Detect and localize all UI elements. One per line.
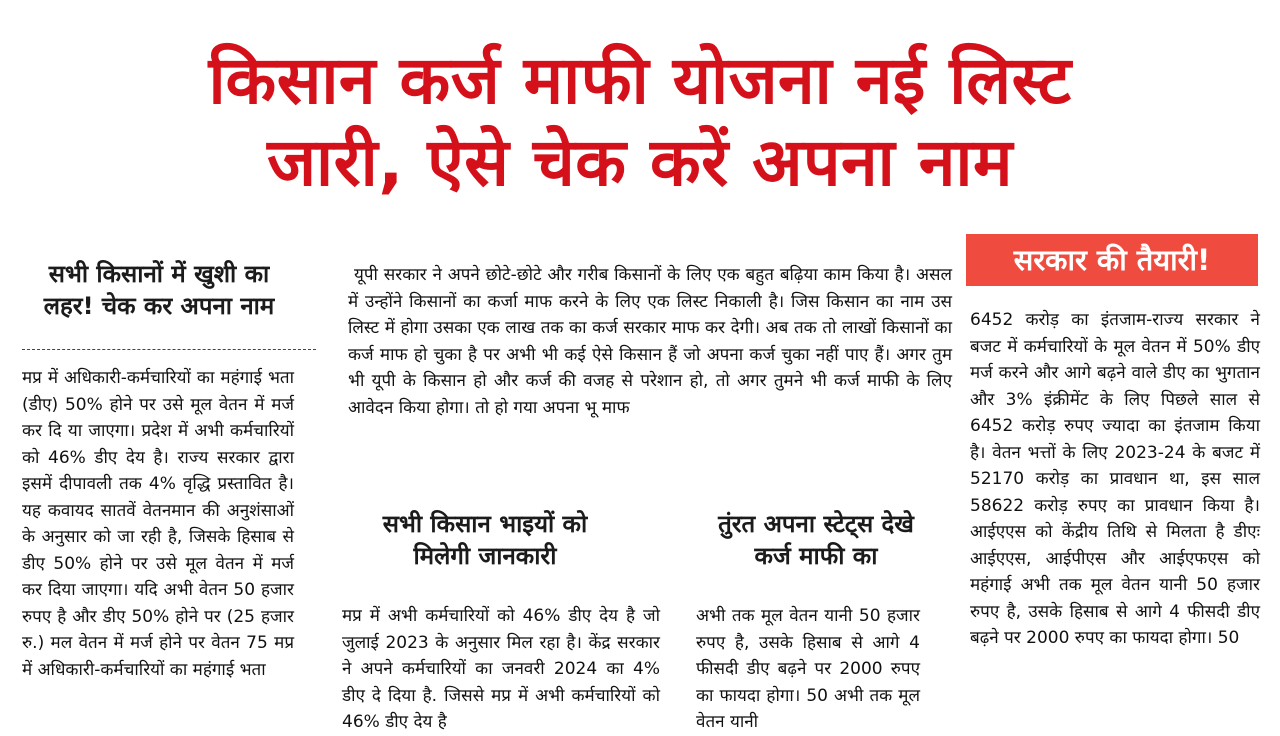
center-right-heading-line-1: तुंरत अपना स्टेट्स देखे <box>718 510 914 538</box>
center-left-heading-line-2: मिलेगी जानकारी <box>413 542 557 570</box>
headline-line-2: जारी, ऐसे चेक करें अपना नाम <box>267 124 1013 201</box>
center-right-heading-line-2: कर्ज माफी का <box>754 542 878 570</box>
center-right-body: अभी तक मूल वेतन यानी 50 हजार रुपए है, उसके हिसाब से आगे 4 फीसदी डीए बढ़ने पर 2000 रुपए का फायदा होगा। 50 अभी तक मूल वेतन यानी <box>696 606 920 732</box>
column-divider <box>22 349 316 350</box>
left-heading-line-1: सभी किसानों में खुशी का <box>48 260 270 288</box>
center-left-body: मप्र में अभी कर्मचारियों को 46% डीए देय है जो जुलाई 2023 के अनुसार मिल रहा है। केंद्र सरकार ने अपने कर्मचारियों का जनवरी 2024 का 4% डीए दे दिया है. जिससे मप्र में अभी कर्मचारियों को 46% डीए देय है <box>342 606 660 732</box>
headline-line-1: किसान कर्ज माफी योजना नई लिस्ट <box>208 42 1072 119</box>
left-column-body: मप्र में अधिकारी-कर्मचारियों का महंगाई भता (डीए) 50% होने पर उसे मूल वेतन में मर्ज कर दि या जाएगा। प्रदेश में अभी कर्मचारियों को 46% डीए देय है। राज्य सरकार द्वारा इसमें दीपावली तक 4% वृद्धि प्रस्तावित है। यह कवायद सातवें वेतनमान की अनुशंसाओं के अनुसार को जा रही है, जिसके हिसाब से डीए 50% होने पर उसे मूल वेतन में मर्ज कर दिया जाएगा। यदि अभी वेतन 50 हजार रुपए है और डीए 50% होने पर (25 हजार रु.) मल वेतन में मर्ज होने पर वेतन 75 मप्र में अधिकारी-कर्मचारियों का महंगाई भता <box>22 368 294 680</box>
center-left-heading <box>340 508 630 572</box>
right-column-body: 6452 करोड़ का इंतजाम-राज्य सरकार ने बजट में कर्मचारियों के मूल वेतन में 50% डीए मर्ज करने और आगे बढ़ने वाले डीए का भुगतान और 3% इंक्रीमेंट के लिए पिछले साल से 6452 करोड़ रुपए ज्यादा का इंतजाम किया है। वेतन भत्तों के लिए 2023-24 के बजट में 52170 करोड़ का प्रावधान था, इस साल 58622 करोड़ रुपए का प्रावधान किया है। आईएएस को केंद्रीय तिथि से मिलता है डीएः आईएएस, आईपीएस और आईएफएस को महंगाई अभी तक मूल वेतन यानी 50 हजार रुपए है, उसके हिसाब से आगे 4 फीसदी डीए बढ़ने पर 2000 रुपए का फायदा होगा। 50 <box>970 310 1260 648</box>
center-left-heading-line-1: सभी किसान भाइयों को <box>382 510 588 538</box>
center-right-heading <box>676 508 956 572</box>
sarkar-ki-taiyari-badge: सरकार की तैयारी! <box>966 234 1258 286</box>
left-heading-line-2: लहर! चेक कर अपना नाम <box>43 292 275 320</box>
left-column-heading <box>14 258 304 322</box>
center-intro-body: यूपी सरकार ने अपने छोटे-छोटे और गरीब किसानों के लिए एक बहुत बढ़िया काम किया है। असल में उन्होंने किसानों का कर्जा माफ करने के लिए एक लिस्ट निकाली है। जिस किसान का नाम उस लिस्ट में होगा उसका एक लाख तक का कर्ज सरकार माफ कर देगी। अब तक तो लाखों किसानों का कर्ज माफ हो चुका है पर अभी भी कई ऐसे किसान हैं जो अपना कर्ज चुका नहीं पाए हैं। अगर तुम भी यूपी के किसान हो और कर्ज की वजह से परेशान हो, तो अगर तुमने भी कर्ज माफी के लिए आवेदन किया होगा। तो हो गया अपना भू माफ <box>348 265 952 418</box>
page-headline <box>0 40 1280 204</box>
